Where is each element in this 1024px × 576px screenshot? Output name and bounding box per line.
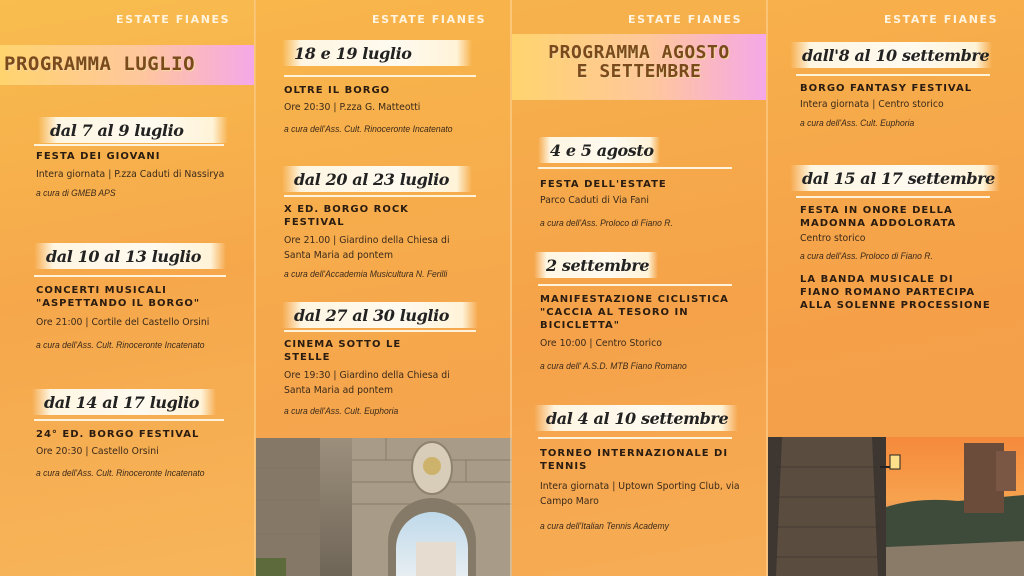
panel-july-part1 [0, 0, 255, 576]
event-title: 24° ED. BORGO FESTIVAL [36, 429, 200, 440]
event-info: Intera giornata | P.zza Caduti di Nassirya [36, 169, 225, 180]
event-credit: a cura dell' A.S.D. MTB Fiano Romano [540, 361, 687, 371]
panel-august-september-part1 [512, 0, 768, 576]
date-banner [790, 165, 1000, 191]
divider-line [284, 195, 476, 197]
header-estate-fianese: ESTATE FIANES [372, 13, 487, 26]
event-title: FESTA IN ONORE DELLA MADONNA ADDOLORATA [800, 205, 957, 229]
divider-line [538, 284, 732, 286]
divider-line [284, 75, 476, 77]
divider-line [34, 419, 224, 421]
divider-line [538, 167, 732, 169]
event-info: Ore 10:00 | Centro Storico [540, 338, 662, 349]
event-title: BORGO FANTASY FESTIVAL [800, 83, 973, 94]
date-banner [534, 405, 738, 431]
program-title-july: PROGRAMMA LUGLIO [0, 45, 254, 85]
event-credit: a cura dell'Ass. Cult. Euphoria [800, 118, 915, 128]
event-date: dal 14 al 17 luglio [44, 392, 200, 412]
event-title: OLTRE IL BORGO [284, 85, 391, 96]
event-title: FESTA DELL'ESTATE [540, 179, 667, 190]
event-title: TORNEO INTERNAZIONALE DI TENNIS [540, 448, 729, 472]
event-date: dal 7 al 9 luglio [50, 120, 184, 140]
event-info: Centro storico [800, 233, 866, 244]
event-info: Ore 19:30 | Giardino della Chiesa di Santa Maria ad pontem [284, 370, 450, 396]
photo-sunset-village [768, 437, 1024, 576]
divider-line [284, 330, 476, 332]
event-title: FESTA DEI GIOVANI [36, 151, 161, 162]
divider-line [34, 275, 226, 277]
divider-line [34, 144, 224, 146]
header-estate-fianese: ESTATE FIANES [116, 13, 231, 26]
castle-gate-illustration [256, 438, 512, 576]
photo-castle-gate [256, 438, 512, 576]
panel-july-part2 [256, 0, 512, 576]
date-banner [282, 166, 472, 192]
divider-line [538, 437, 732, 439]
event-credit: a cura dell'Ass. Cult. Rinoceronte Incatenato [36, 340, 205, 350]
panel-divider [766, 0, 768, 576]
event-date: dal 15 al 17 settembre [802, 168, 995, 188]
event-date: 18 e 19 luglio [294, 43, 412, 63]
event-info: Ore 20:30 | Castello Orsini [36, 446, 159, 457]
panel-divider [254, 0, 256, 576]
header-estate-fianese: ESTATE FIANES [884, 13, 999, 26]
event-date: dall'8 al 10 settembre [802, 45, 990, 65]
event-date: 2 settembre [546, 255, 650, 275]
date-banner [32, 389, 216, 415]
date-banner [538, 137, 660, 163]
date-banner [790, 42, 992, 68]
event-date: dal 20 al 23 luglio [294, 169, 450, 189]
event-date: dal 4 al 10 settembre [546, 408, 729, 428]
event-credit: a cura dell'Accademia Musicultura N. Ferilli [284, 269, 448, 279]
event-credit: a cura dell'Ass. Cult. Rinoceronte Incatenato [284, 124, 453, 134]
event-credit: a cura dell'Ass. Proloco di Fiano R. [540, 218, 673, 228]
program-title-line2: E SETTEMBRE [576, 60, 702, 82]
event-info: Ore 20:30 | P.zza G. Matteotti [284, 102, 421, 113]
event-info: Ore 21:00 | Cortile del Castello Orsini [36, 317, 210, 328]
divider-line [796, 74, 990, 76]
event-title: CINEMA SOTTO LE STELLE [284, 339, 402, 363]
event-credit: a cura di GMEB APS [36, 188, 116, 198]
program-title-line1: PROGRAMMA AGOSTO [548, 42, 730, 63]
event-credit: a cura dell'Ass. Cult. Euphoria [284, 406, 399, 416]
divider-line [796, 196, 990, 198]
date-banner [534, 252, 658, 278]
date-banner [282, 40, 472, 66]
event-title: CONCERTI MUSICALI "ASPETTANDO IL BORGO" [36, 285, 201, 309]
date-banner [38, 117, 228, 143]
event-info: Intera giornata | Centro storico [800, 99, 944, 110]
event-credit: a cura dell'Ass. Cult. Rinoceronte Incatenato [36, 468, 205, 478]
sunset-village-illustration [768, 437, 1024, 576]
event-title: X ED. BORGO ROCK FESTIVAL [284, 204, 409, 228]
event-title: MANIFESTAZIONE CICLISTICA "CACCIA AL TESORO IN BICICLETTA" [540, 294, 729, 331]
event-date: dal 27 al 30 luglio [294, 305, 450, 325]
event-info: Parco Caduti di Via Fani [540, 195, 649, 206]
date-banner [34, 243, 226, 269]
panel-divider [510, 0, 512, 576]
event-info: Ore 21.00 | Giardino della Chiesa di Santa Maria ad pontem [284, 235, 450, 261]
event-date: dal 10 al 13 luglio [46, 246, 202, 266]
date-banner [282, 302, 478, 328]
header-estate-fianese: ESTATE FIANES [628, 13, 743, 26]
event-date: 4 e 5 agosto [550, 140, 654, 160]
panel-september-part2 [768, 0, 1024, 576]
event-note: LA BANDA MUSICALE DI FIANO ROMANO PARTECIPA ALLA SOLENNE PROCESSIONE [800, 274, 991, 311]
event-info: Intera giornata | Uptown Sporting Club, via Campo Maro [540, 481, 740, 507]
event-credit: a cura dell'Ass. Proloco di Fiano R. [800, 251, 933, 261]
program-title-august-september [512, 34, 766, 100]
event-credit: a cura dell'Italian Tennis Academy [540, 521, 669, 531]
